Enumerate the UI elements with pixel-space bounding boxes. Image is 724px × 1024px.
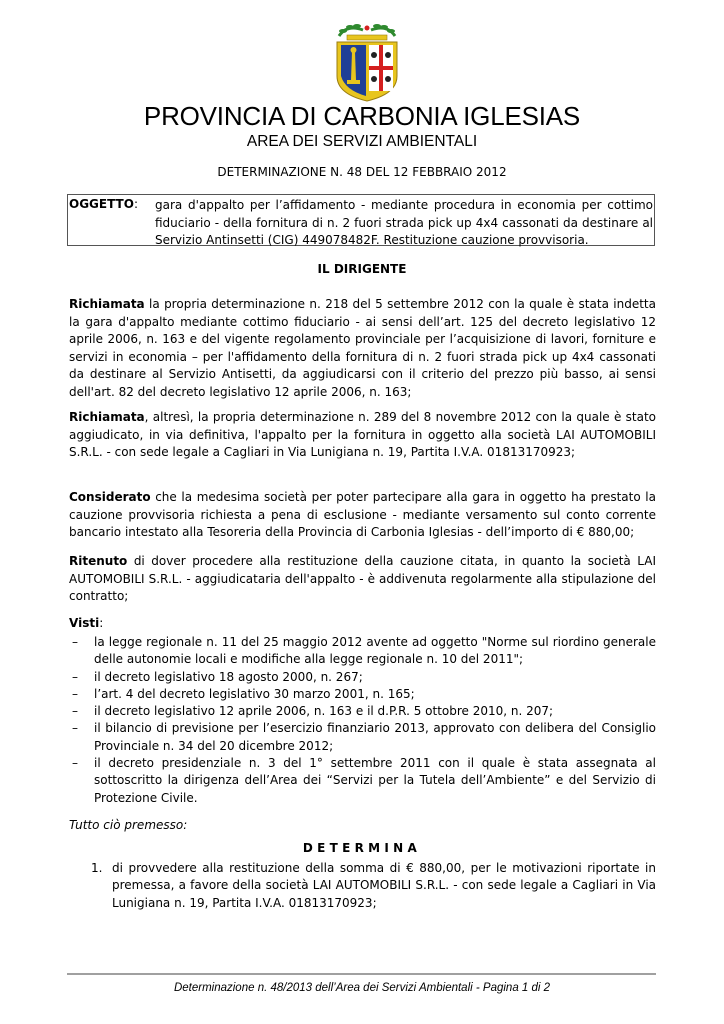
dash-bullet: –	[72, 686, 78, 701]
subject-colon: :	[134, 197, 139, 211]
paragraph-lead: Richiamata	[69, 297, 145, 311]
list-item	[69, 703, 656, 720]
visti-label	[69, 616, 103, 630]
footer-divider	[67, 973, 656, 975]
list-item	[69, 686, 656, 703]
list-item-text: l’art. 4 del decreto legislativo 30 marzo 2001, n. 165;	[94, 686, 415, 701]
dash-bullet: –	[72, 669, 78, 684]
paragraph-richiamata-2	[69, 409, 656, 462]
section-heading-dirigente: IL DIRIGENTE	[317, 262, 407, 276]
list-item	[69, 755, 656, 807]
list-item-text: il decreto legislativo 18 agosto 2000, n. 267;	[94, 669, 363, 684]
visti-list	[69, 634, 656, 807]
paragraph-text: , altresì, la propria determinazione n. 289 del 8 novembre 2012 con la quale è stato aggiudicato, in via definitiva, l'appalto per la fornitura in oggetto alla società LAI AUTOMOBILI S.R.L. - con sede legale a Cagliari in Via Lunigiana n. 19, Partita I.V.A. 01813170923;	[69, 410, 656, 460]
province-coat-of-arms	[333, 22, 401, 102]
paragraph-considerato	[69, 489, 656, 542]
page-subtitle: AREA DEI SERVIZI AMBIENTALI	[246, 133, 478, 150]
list-item-text: il decreto presidenziale n. 3 del 1° settembre 2011 con il quale è stata assegnata al sottoscritto la dirigenza dell’Area dei “Servizi per la Tutela dell’Ambiente” e del Servizio di Protezione Civile.	[94, 756, 656, 805]
shield-icon	[337, 42, 397, 101]
laurel-icon	[339, 24, 395, 36]
subject-text: gara d'appalto per l’affidamento - mediante procedura in economia per cottimo fiduciario - della fornitura di n. 2 fuori strada pick up 4x4 cassonati da destinare al Servizio Antinsetti (CIG) 449078482F. Restituzione cauzione provvisoria.	[155, 198, 653, 247]
list-item-text: il decreto legislativo 12 aprile 2006, n. 163 e il d.P.R. 5 ottobre 2010, n. 207;	[94, 704, 554, 719]
dash-bullet: –	[72, 704, 78, 719]
paragraph-text: la propria determinazione n. 218 del 5 settembre 2012 con la quale è stata indetta la gara d'appalto mediante cottimo fiduciario - ai sensi dell’art. 125 del decreto legislativo 12 aprile 2006, n. 163 e del vigente regolamento provinciale per l’acquisizione di lavori, forniture e servizi in economia – per l'affidamento della fornitura di n. 2 fuori strada pick up 4x4 cassonati da destinare al Servizio Antisetti, da aggiudicarsi con il criterio del prezzo più basso, ai sensi dell'art. 82 del decreto legislativo 12 aprile 2006, n. 163;	[69, 297, 656, 399]
paragraph-text: di dover procedere alla restituzione della cauzione citata, in quanto la società LAI AUTOMOBILI S.R.L. - aggiudicataria dell'appalto - è addivenuta regolarmente alla stipulazione del contratto;	[69, 554, 656, 604]
decision-list	[69, 860, 656, 912]
visti-colon: :	[99, 616, 104, 630]
list-item	[69, 669, 656, 686]
paragraph-richiamata-1	[69, 296, 656, 402]
list-item-text: la legge regionale n. 11 del 25 maggio 2012 avente ad oggetto "Norme sul riordino generale delle autonomie locali e modifiche alla legge regionale n. 10 del 2011";	[94, 635, 656, 667]
paragraph-lead: Richiamata	[69, 410, 145, 424]
paragraph-lead: Considerato	[69, 490, 151, 504]
page-title: PROVINCIA DI CARBONIA IGLESIAS	[143, 101, 581, 131]
list-item-text: il bilancio di previsione per l’esercizio finanziario 2013, approvato con delibera del Consiglio Provinciale n. 34 del 20 dicembre 2012;	[94, 721, 656, 753]
list-item	[69, 860, 656, 912]
paragraph-ritenuto	[69, 553, 656, 606]
premise-line: Tutto ciò premesso:	[69, 818, 188, 832]
visti-label-text: Visti	[69, 616, 100, 630]
list-item-text: di provvedere alla restituzione della somma di € 880,00, per le motivazioni riportate in premessa, a favore della società LAI AUTOMOBILI S.R.L. - con sede legale a Cagliari in Via Lunigiana n. 19, Partita I.V.A. 01813170923;	[112, 861, 656, 910]
subject-label: OGGETTO	[69, 197, 134, 211]
section-heading-determina: DETERMINA	[302, 841, 422, 855]
paragraph-lead: Ritenuto	[69, 554, 128, 568]
item-number: 1.	[91, 861, 103, 875]
paragraph-text: che la medesima società per poter partecipare alla gara in oggetto ha prestato la cauzione provvisoria richiesta a pena di esclusione - mediante versamento sul conto corrente bancario intestato alla Tesoreria della Provincia di Carbonia Iglesias - dell’importo di € 880,00;	[69, 490, 656, 540]
dash-bullet: –	[72, 635, 78, 649]
determination-heading: DETERMINAZIONE N. 48 DEL 12 FEBBRAIO 2012	[217, 165, 507, 179]
page-footer: Determinazione n. 48/2013 dell’Area dei Servizi Ambientali - Pagina 1 di 2	[173, 982, 551, 994]
list-item	[69, 634, 656, 669]
dash-bullet: –	[72, 721, 78, 736]
dash-bullet: –	[72, 756, 78, 771]
list-item	[69, 720, 656, 755]
